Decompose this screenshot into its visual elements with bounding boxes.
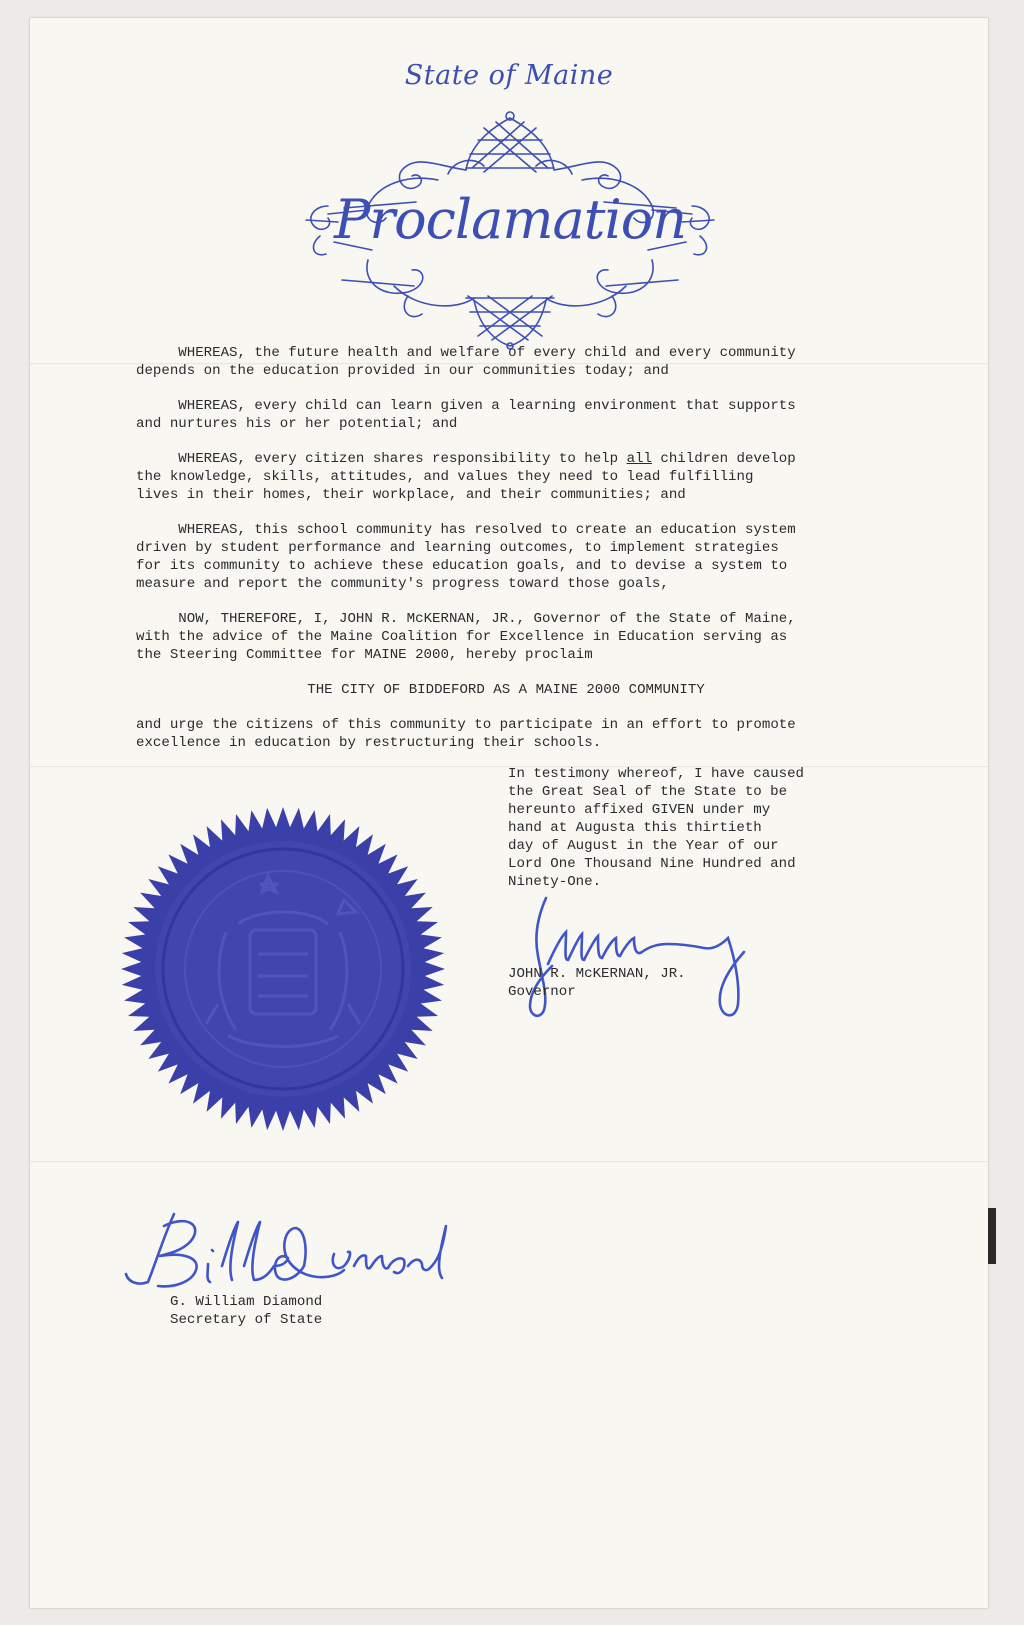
governor-name: JOHN R. McKERNAN, JR. [508,966,686,982]
whereas-clause-2: WHEREAS, every child can learn given a learning environment that supports and nurtures his or her potential; and [136,398,796,432]
proclamation-body [136,344,876,769]
whereas-clause-4: WHEREAS, this school community has resolved to create an education system driven by student performance and learning outcomes, to implement strategies for its community to achieve these education goals, and to devise a system to measure and report the community's progress toward those goals, [136,522,796,592]
secretary-name: G. William Diamond [170,1294,323,1310]
great-seal-icon [118,804,448,1134]
governor-title: Governor [508,984,576,1000]
whereas-clause-1: WHEREAS, the future health and welfare of every child and every community depends on the education provided in our communities today; and [136,345,796,379]
community-designation: THE CITY OF BIDDEFORD AS A MAINE 2000 COMMUNITY [307,682,705,698]
whereas-clause-3 [136,450,876,504]
proclamation-cartouche [298,110,722,350]
testimony-clause: In testimony whereof, I have caused the Great Seal of the State to be hereunto affixed GIVEN under my hand at Augusta this thirtieth day of August in the Year of our Lord One Thousand Nine Hundred and Ninety-One. [508,766,805,890]
clause-text: WHEREAS, every citizen shares responsibility to help [136,451,627,467]
secretary-title: Secretary of State [170,1312,323,1328]
fold-line [30,1161,988,1163]
urge-clause: and urge the citizens of this community to participate in an effort to promote excellence in education by restructuring their schools. [136,717,796,751]
letterhead [30,18,988,348]
governor-block [508,965,808,1001]
seal-graphic [118,804,448,1134]
underlined-word: all [626,451,652,467]
secretary-block [170,1293,470,1329]
state-name: State of Maine [404,60,614,91]
scan-edge-mark [988,1208,996,1264]
secretary-signature-icon [104,1206,454,1296]
proclamation-title: Proclamation [333,188,687,251]
proclamation-document [30,18,988,1608]
now-therefore-clause: NOW, THEREFORE, I, JOHN R. McKERNAN, JR., Governor of the State of Maine, with the advice of the Maine Coalition for Excellence in Education serving as the Steering Committee for MAINE 2000, hereby proclaim [136,611,796,663]
clause-text: children develop the knowledge, skills, attitudes, and values they need to lead fulfilling lives in their homes, their workplace, and their communities; and [136,451,796,503]
governor-signature-icon [508,886,758,1026]
